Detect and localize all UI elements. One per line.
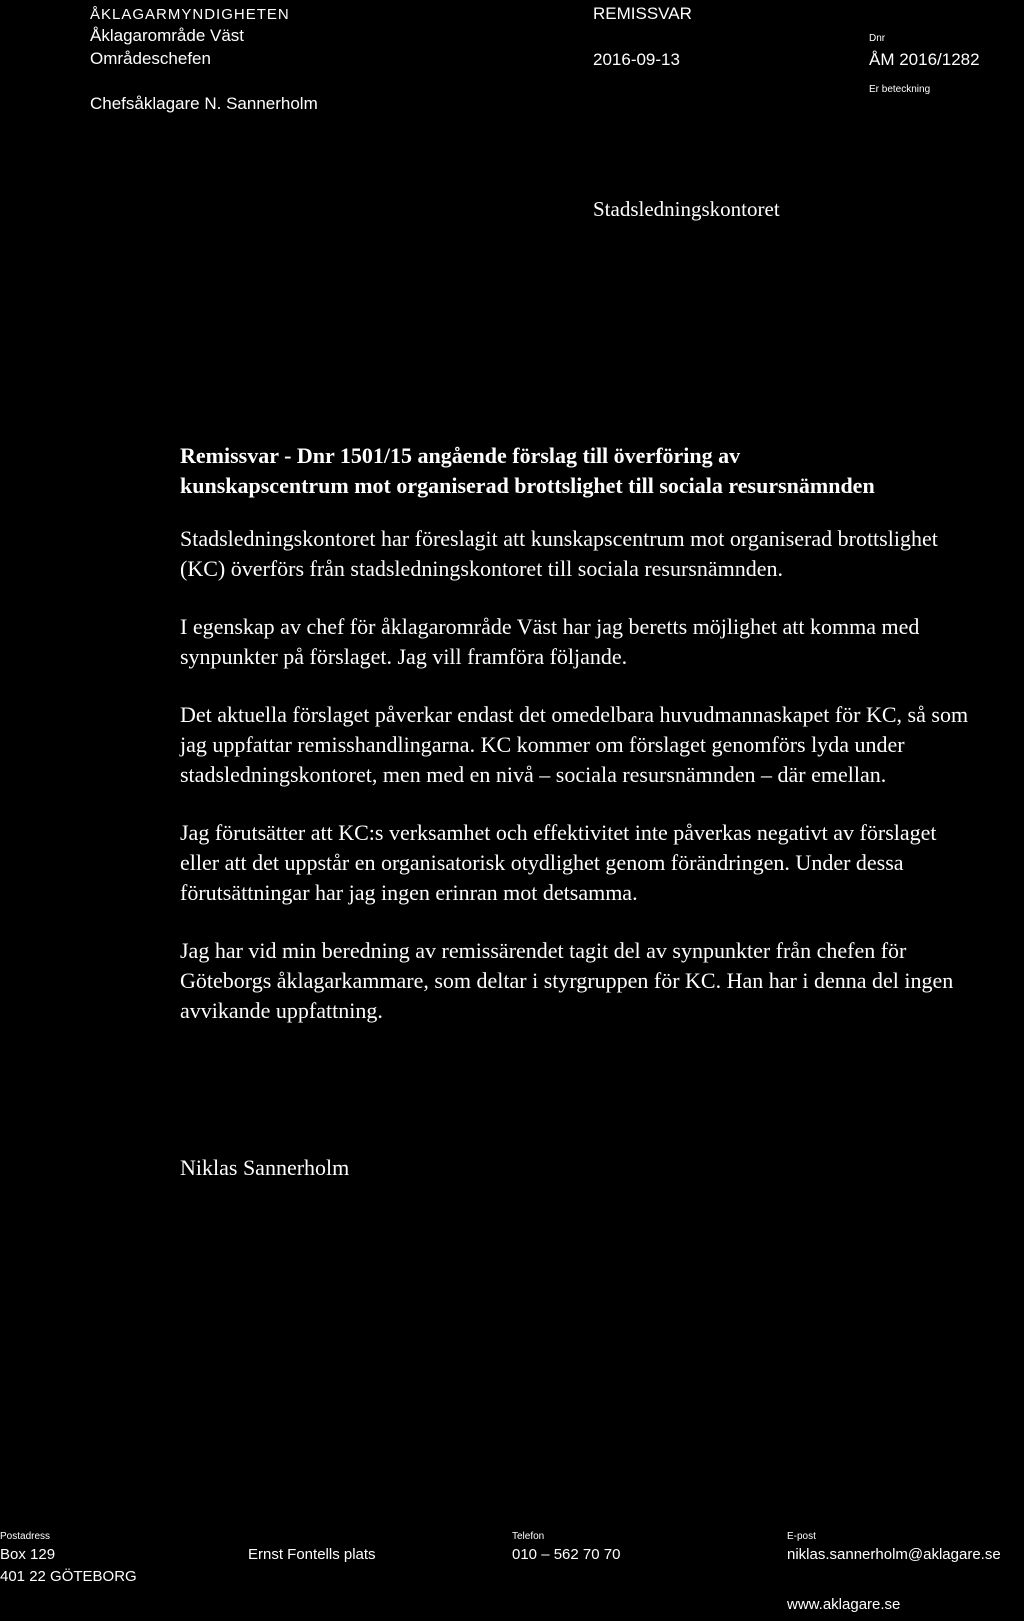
body-paragraph: Stadsledningskontoret har föreslagit att kunskapscentrum mot organiserad brottslighet (KC) överförs från stadsledningskontoret till sociala resursnämnden.	[180, 526, 938, 581]
postal-address-line2: 401 22 GÖTEBORG	[0, 1568, 137, 1585]
recipient: Stadsledningskontoret	[593, 197, 780, 221]
postal-address-line1: Box 129	[0, 1546, 56, 1563]
document-title	[180, 441, 875, 501]
prosecution-area: Åklagarområde Väst	[90, 26, 245, 45]
reference-label: Er beteckning	[869, 84, 931, 95]
body-paragraph: Jag har vid min beredning av remissärendet tagit del av synpunkter från chefen för Göteborgs åklagarkammare, som deltar i styrgruppen för KC. Han har i denna del ingen avvikande uppfattning.	[180, 938, 954, 1023]
email-link[interactable]: niklas.sannerholm@aklagare.se	[787, 1546, 1001, 1563]
dnr-label: Dnr	[869, 33, 886, 44]
body-paragraph: I egenskap av chef för åklagarområde Väst har jag beretts möjlighet att komma med synpunkter på förslaget. Jag vill framföra följande.	[180, 614, 920, 669]
title-line: Remissvar - Dnr 1501/15 angående förslag till överföring av	[180, 443, 741, 468]
email-label: E-post	[787, 1531, 816, 1542]
sender-name: Chefsåklagare N. Sannerholm	[90, 94, 318, 113]
sender-role: Områdeschefen	[90, 49, 211, 68]
dnr-value: ÅM 2016/1282	[869, 50, 980, 69]
title-line: kunskapscentrum mot organiserad brottslighet till sociala resursnämnden	[180, 473, 875, 498]
document-type: REMISSVAR	[593, 4, 692, 23]
body-paragraph: Jag förutsätter att KC:s verksamhet och effektivitet inte påverkas negativt av förslaget eller att det uppstår en organisatorisk otydlighet genom förändringen. Under dessa förutsättningar har jag ingen erinran mot detsamma.	[180, 820, 937, 905]
letter-body	[180, 524, 980, 1054]
visiting-address: Ernst Fontells plats	[248, 1546, 376, 1563]
postal-address-label: Postadress	[0, 1531, 51, 1542]
website-link[interactable]: www.aklagare.se	[787, 1596, 901, 1613]
agency-name: ÅKLAGARMYNDIGHETEN	[90, 6, 290, 23]
signature-name: Niklas Sannerholm	[180, 1155, 350, 1180]
document-date: 2016-09-13	[593, 50, 680, 69]
body-paragraph: Det aktuella förslaget påverkar endast det omedelbara huvudmannaskapet för KC, så som jag uppfattar remisshandlingarna. KC kommer om förslaget genomförs lyda under stadsledningskontoret, men med en nivå – sociala resursnämnden – där emellan.	[180, 702, 969, 787]
phone-label: Telefon	[512, 1531, 545, 1542]
phone-number: 010 – 562 70 70	[512, 1546, 621, 1563]
